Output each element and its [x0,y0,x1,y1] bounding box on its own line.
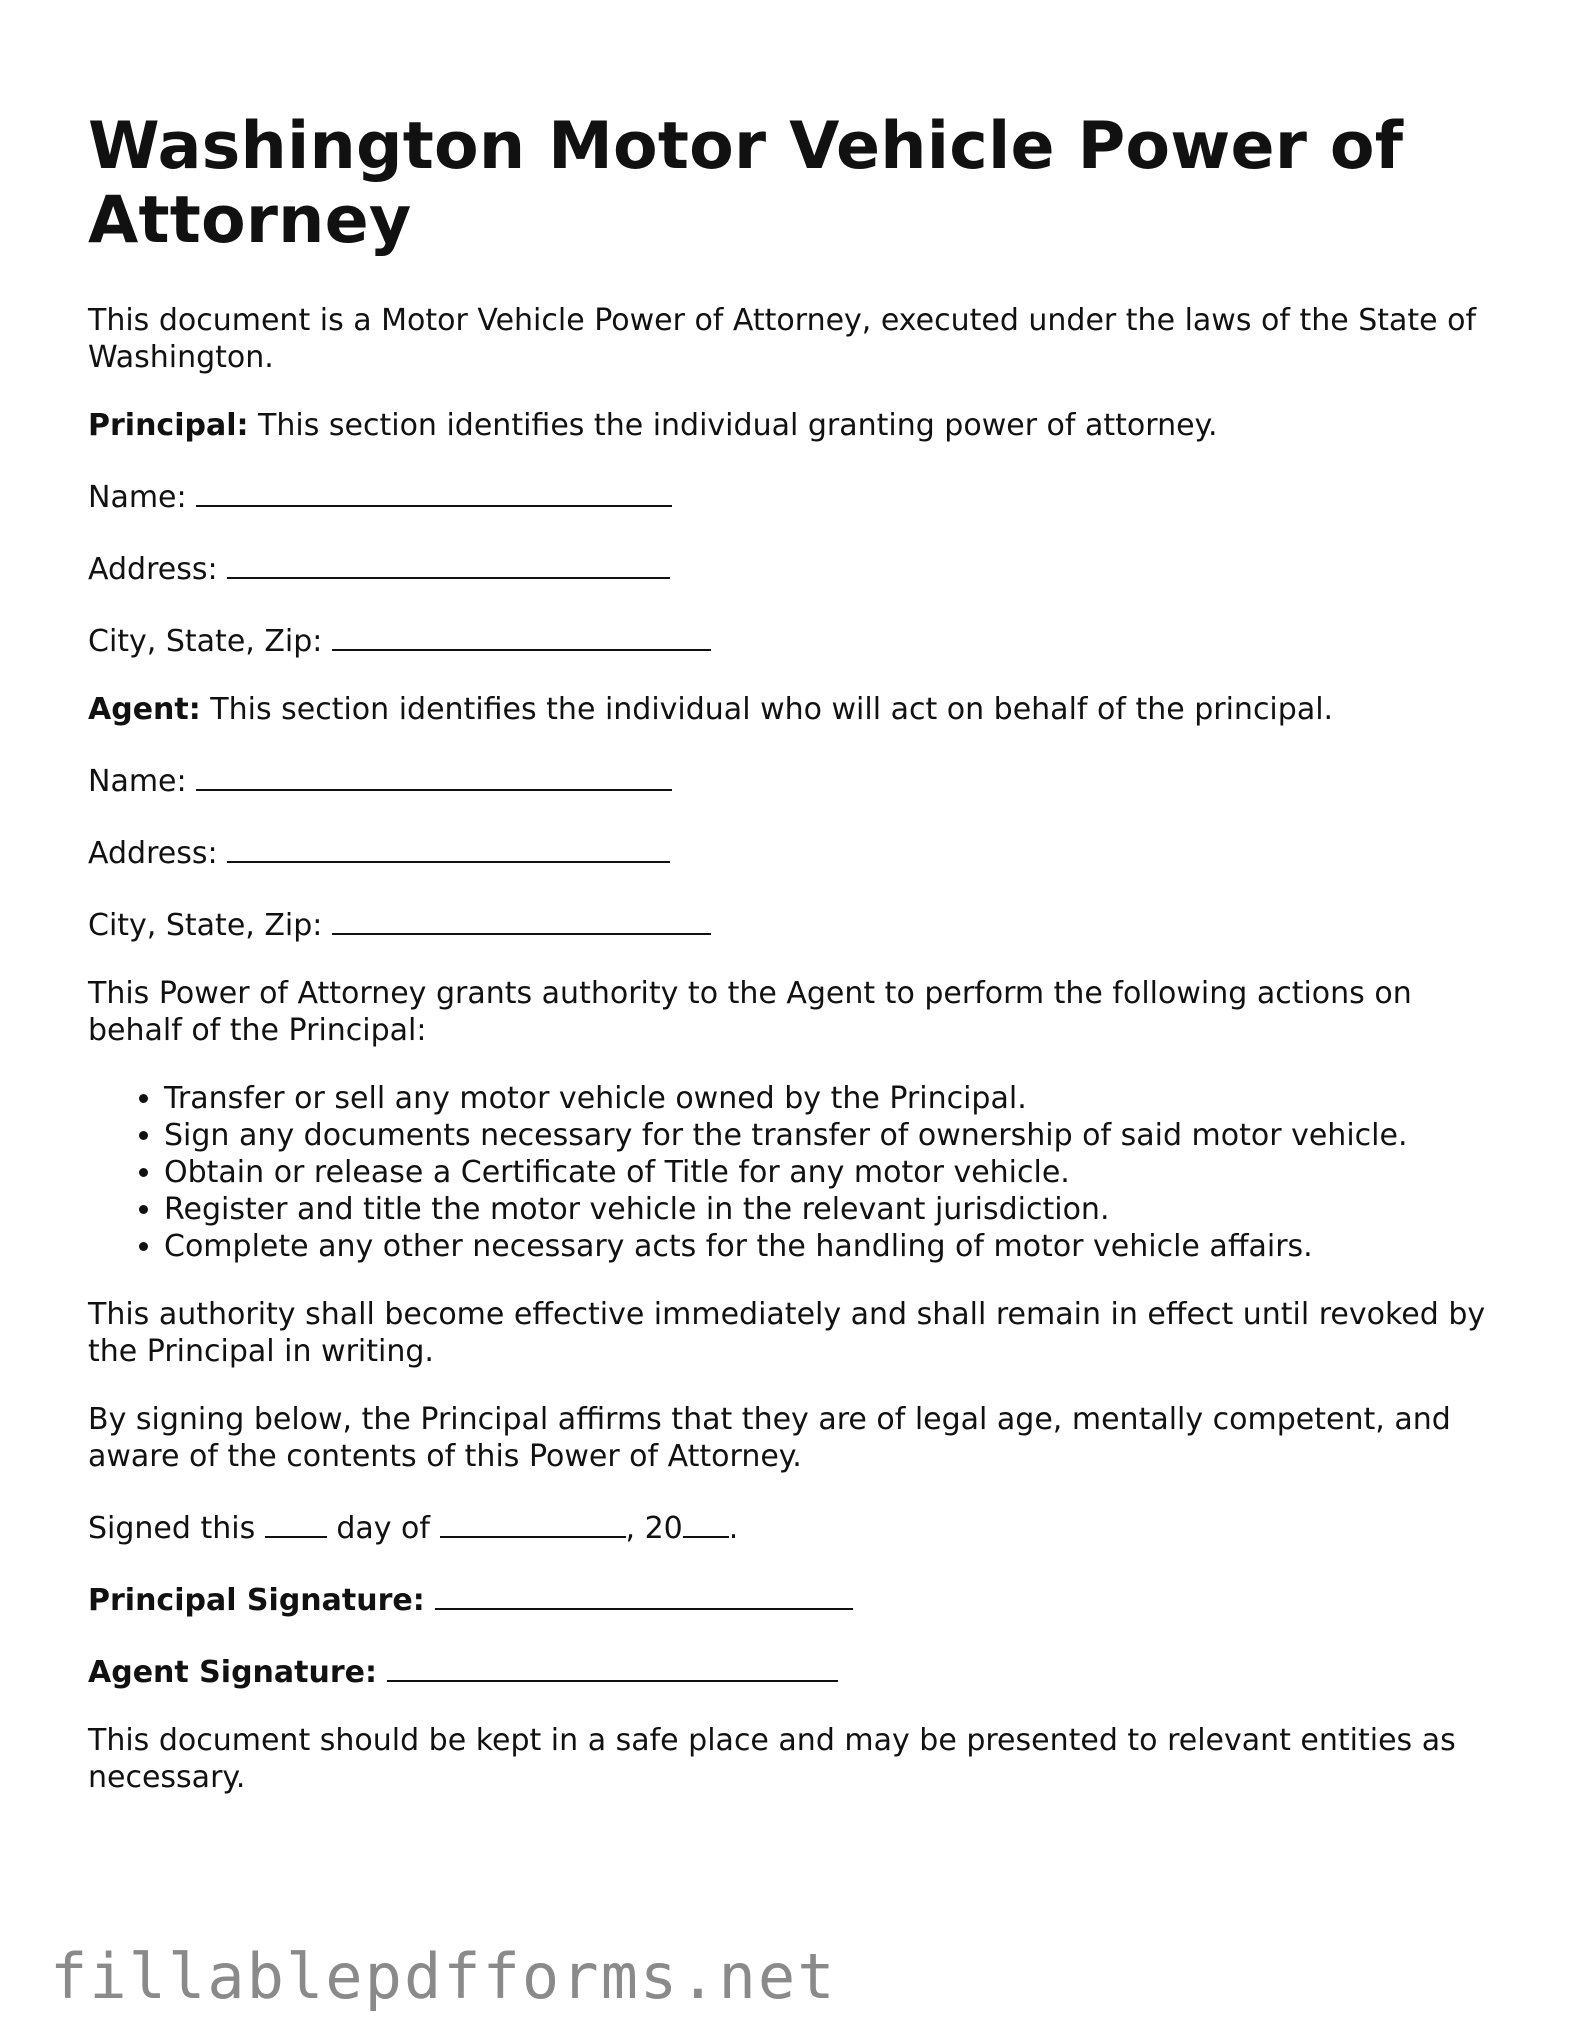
principal-signature-label: Principal Signature: [88,1583,425,1618]
principal-heading: Principal: [88,408,249,443]
closing-paragraph: This document should be kept in a safe place and may be presented to relevant entities as necessary. [88,1723,1456,1795]
watermark-text: fillablepdfforms.net [50,1940,837,2013]
powers-list [88,1080,1508,1265]
agent-signature-label: Agent Signature: [88,1655,377,1690]
affirmation-paragraph: By signing below, the Principal affirms that they are of legal age, mentally competent, and aware of the contents of this Power of Attorney. [88,1402,1451,1474]
principal-city-field [88,619,1508,660]
list-item: • Complete any other necessary acts for the handling of motor vehicle affairs. [164,1228,1508,1265]
document-page [88,110,1508,1827]
signed-day-blank[interactable] [265,1506,327,1538]
agent-city-label: City, State, Zip: [88,908,323,943]
effective-paragraph: This authority shall become effective immediately and shall remain in effect until revoked by the Principal in writing. [88,1297,1486,1369]
signed-date-line [88,1506,1508,1547]
agent-address-label: Address: [88,836,218,871]
agent-address-field [88,831,1508,872]
agent-address-blank[interactable] [227,831,670,863]
principal-name-label: Name: [88,480,187,515]
agent-city-field [88,903,1508,944]
agent-signature-blank[interactable] [387,1650,838,1682]
signed-suffix: . [728,1511,739,1546]
list-item: • Transfer or sell any motor vehicle owned by the Principal. [164,1080,1508,1117]
agent-signature-line [88,1650,1508,1691]
principal-name-field [88,475,1508,516]
principal-city-label: City, State, Zip: [88,624,323,659]
principal-name-blank[interactable] [196,475,672,507]
principal-section-intro [88,407,1508,444]
signed-day-of: day of [336,1511,430,1546]
principal-address-blank[interactable] [227,547,670,579]
agent-heading: Agent: [88,692,201,727]
agent-name-label: Name: [88,764,187,799]
principal-address-label: Address: [88,552,218,587]
list-item: • Sign any documents necessary for the transfer of ownership of said motor vehicle. [164,1117,1508,1154]
principal-address-field [88,547,1508,588]
list-item: • Register and title the motor vehicle in the relevant jurisdiction. [164,1191,1508,1228]
principal-city-blank[interactable] [332,619,711,651]
signed-year-prefix: , 20 [625,1511,683,1546]
signed-prefix: Signed this [88,1511,256,1546]
signed-year-blank[interactable] [683,1506,729,1538]
principal-description: This section identifies the individual granting power of attorney. [258,408,1218,443]
agent-section-intro [88,691,1508,728]
principal-signature-blank[interactable] [435,1578,853,1610]
principal-signature-line [88,1578,1508,1619]
signed-month-blank[interactable] [440,1506,626,1538]
agent-name-blank[interactable] [196,759,672,791]
agent-city-blank[interactable] [332,903,711,935]
page-title: Washington Motor Vehicle Power of Attorney [88,109,1404,258]
agent-name-field [88,759,1508,800]
intro-paragraph: This document is a Motor Vehicle Power of Attorney, executed under the laws of the State of Washington. [88,303,1477,375]
list-item: • Obtain or release a Certificate of Title for any motor vehicle. [164,1154,1508,1191]
agent-description: This section identifies the individual who will act on behalf of the principal. [210,692,1334,727]
grant-intro: This Power of Attorney grants authority to the Agent to perform the following actions on behalf of the Principal: [88,976,1412,1048]
